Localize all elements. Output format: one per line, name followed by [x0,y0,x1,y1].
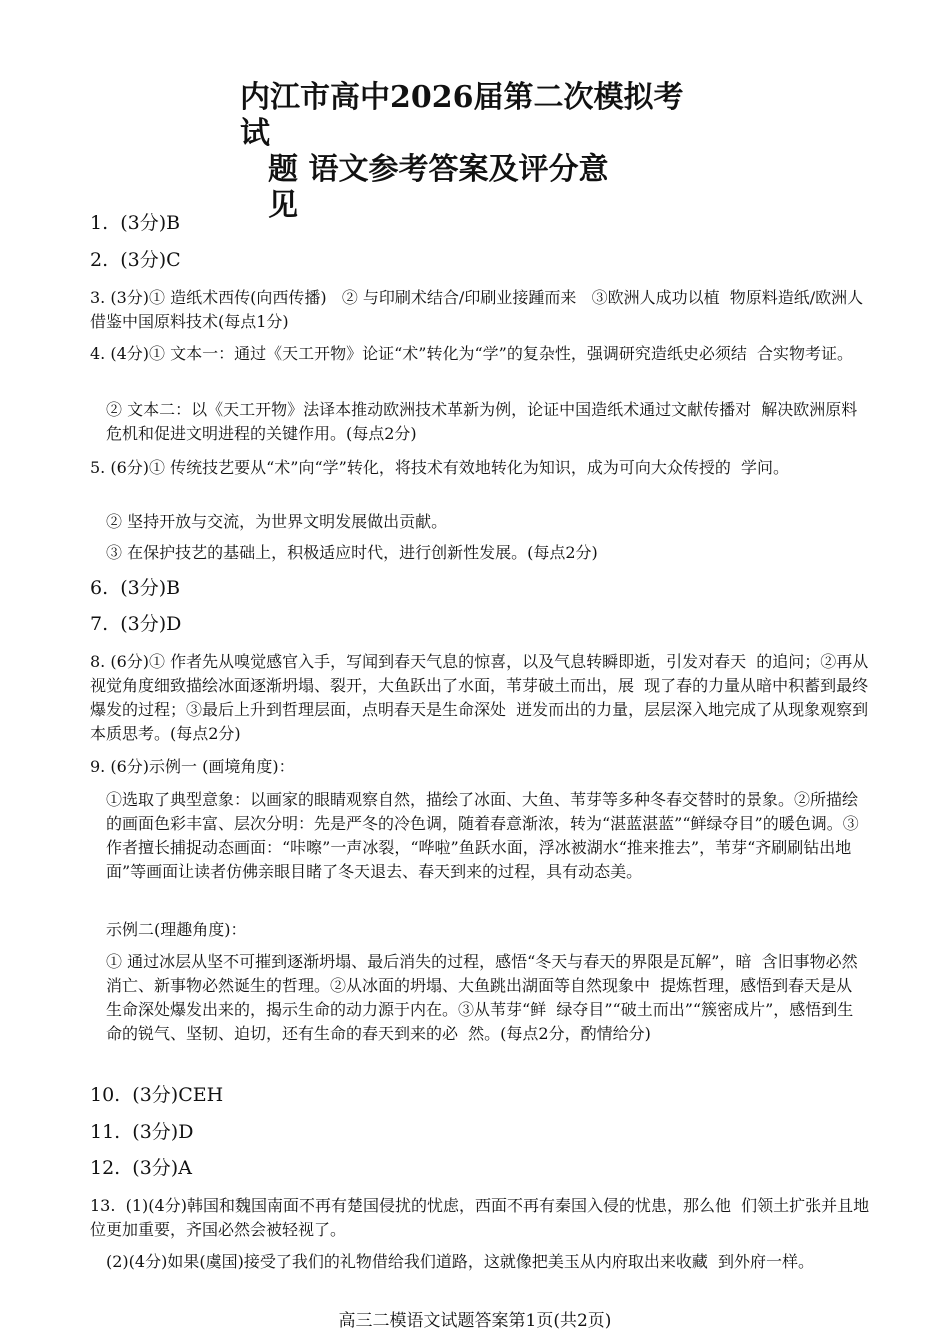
answer-11: 11. (3分)D [90,1121,194,1143]
answer-8: 8. (6分)① 作者先从嗅觉感官入手，写闻到春天气息的惊喜，以及气息转瞬即逝，引发对春天 的追问；②再从视觉角度细致描绘冰面逐渐坍塌、裂开，大鱼跃出了水面，苇芽破土而出，展 现了春的力量从暗中积蓄到最终爆发的过程；③最后上升到哲理层面，点明春天是生命深处 迸发而出的力量，层层深入地完成了从现象观察到本质思考。(每点2分) [90,652,869,743]
title-line-3: 见 [268,188,298,223]
answer-6: 6. (3分)B [90,577,181,599]
answer-5-part-2: ② 坚持开放与交流，为世界文明发展做出贡献。 [106,512,448,531]
answer-9-heading-2: 示例二(理趣角度)： [106,920,247,939]
answer-9-example-2: ① 通过冰层从坚不可摧到逐渐坍塌、最后消失的过程，感悟“冬天与春天的界限是瓦解”，暗 含旧事物必然消亡、新事物必然诞生的哲理。②从冰面的坍塌、大鱼跳出湖面等自然现象中 提炼哲理，感悟到春天是从生命深处爆发出来的，揭示生命的动力源于内在。③从苇芽“鲜 绿夺目”“破土而出”“簇密成片”，感悟到生命的锐气、坚韧、迫切，还有生命的春天到来的必 然。(每点2分，酌情给分) [106,952,858,1043]
answer-7: 7. (3分)D [90,613,182,635]
answer-13-part-1: 13. (1)(4分)韩国和魏国南面不再有楚国侵扰的忧虑，西面不再有秦国入侵的忧患，那么他 们领土扩张并且地位更加重要，齐国必然会被轻视了。 [90,1196,870,1239]
answer-12: 12. (3分)A [90,1157,192,1179]
answer-5-part-3: ③ 在保护技艺的基础上，积极适应时代，进行创新性发展。(每点2分) [106,543,598,562]
page-footer: 高三二模语文试题答案第1页(共2页) [338,1311,612,1331]
answer-13-part-2: (2)(4分)如果(虞国)接受了我们的礼物借给我们道路，这就像把美玉从内府取出来收藏 到外府一样。 [106,1252,814,1271]
answer-9-example-1: ①选取了典型意象：以画家的眼睛观察自然，描绘了冰面、大鱼、苇芽等多种冬春交替时的景象。②所描绘的画面色彩丰富、层次分明：先是严冬的冷色调，随着春意渐浓，转为“湛蓝湛蓝”“鲜绿夺目”的暖色调。③作者擅长捕捉动态画面：“咔嚓”一声冰裂，“哗啦”鱼跃水面，浮冰被湖水“推来推去”，苇芽“齐刷刷钻出地面”等画面让读者仿佛亲眼目睹了冬天退去、春天到来的过程，具有动态美。 [106,790,859,881]
answer-5-part-1: 5. (6分)① 传统技艺要从“术”向“学”转化，将技术有效地转化为知识，成为可向大众传授的 学问。 [90,458,789,477]
answer-10: 10. (3分)CEH [90,1084,224,1106]
title-line-1: 内江市高中2026届第二次模拟考试 [240,80,684,151]
document-title [240,80,700,224]
answer-4-part-1: 4. (4分)① 文本一：通过《天工开物》论证“术”转化为“学”的复杂性，强调研究造纸史必须结 合实物考证。 [90,344,853,363]
answer-9-heading: 9. (6分)示例一 (画境角度)： [90,757,295,776]
answer-1: 1. (3分)B [90,212,181,234]
answer-4-part-2: ② 文本二：以《天工开物》法译本推动欧洲技术革新为例，论证中国造纸术通过文献传播对 解决欧洲原料危机和促进文明进程的关键作用。(每点2分) [106,400,858,443]
answer-2: 2. (3分)C [90,249,181,271]
answer-3: 3. (3分)① 造纸术西传(向西传播) ② 与印刷术结合/印刷业接踵而来 ③欧洲人成功以植 物原料造纸/欧洲人借鉴中国原料技术(每点1分) [90,288,864,331]
title-line-2: 题 语文参考答案及评分意 [268,152,609,187]
